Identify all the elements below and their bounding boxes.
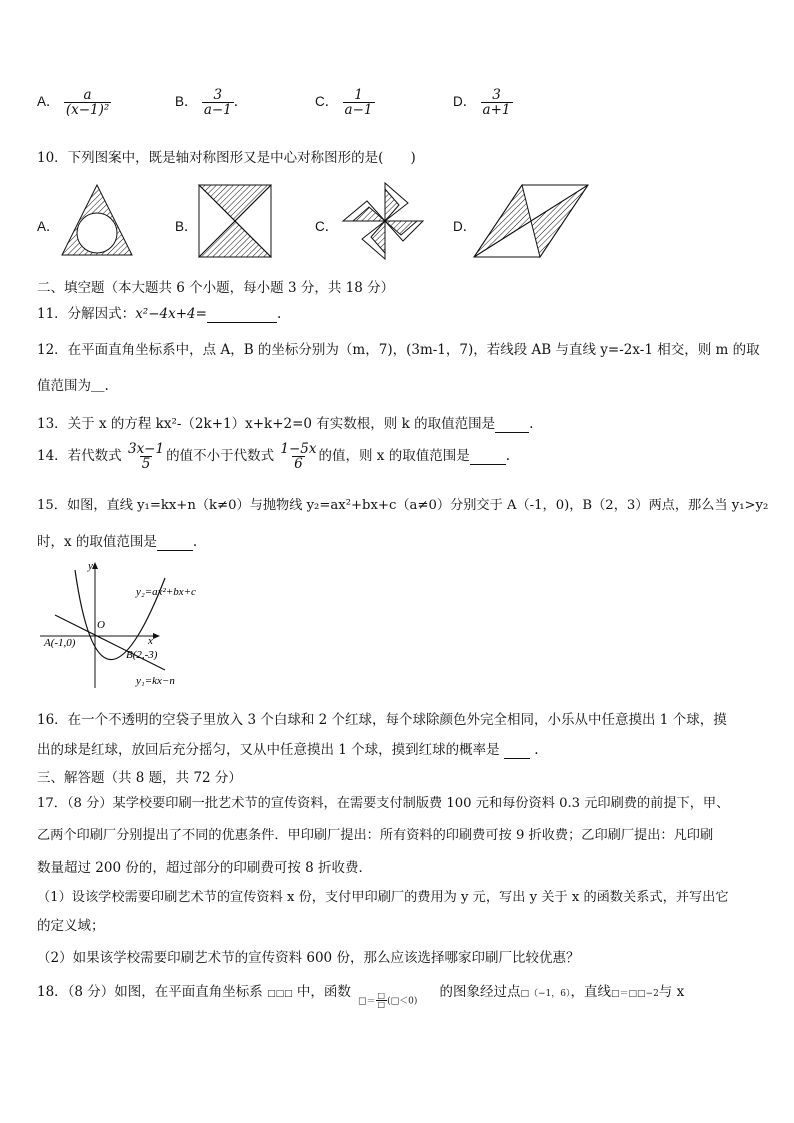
figure-d-parallelogram [474, 185, 588, 257]
fraction: $\frac{3}{a-1}$ [203, 87, 232, 119]
q10-label-c: C． [315, 219, 339, 234]
figure-a-triangle-circle [62, 185, 132, 255]
formula-placeholder: □（−1，6） [520, 989, 571, 999]
q10-label-b: B． [175, 219, 198, 234]
question-17-line1: 17．（8 分）某学校要印刷一批艺术节的宣传资料，在需要支付制版费 100 元和每份资料 0.3 元印刷费的前提下，甲、 [37, 796, 730, 811]
point-b-label: B(2,-3) [126, 649, 158, 661]
q10-label-a: A． [37, 219, 60, 234]
point-a-label: A(-1,0) [44, 637, 76, 649]
question-11: 11．分解因式：x²−4x+4= . [37, 306, 282, 322]
q9-option-a: A． $\frac{a}{\text{(x−1)²}}$ [37, 87, 110, 119]
formula-placeholder: □□□ [267, 989, 293, 999]
fraction: $\frac{1}{a-1}$ [344, 87, 373, 119]
question-17-part1-line1: （1）设该学校需要印刷艺术节的宣传资料 x 份，支付甲印刷厂的费用为 y 元，写出 y 关于 x 的函数关系式，并写出它 [37, 890, 729, 905]
q10-label-d: D． [453, 219, 477, 234]
y-axis-label: y [88, 560, 93, 572]
fraction: $\frac{1-5x}{6}$ [280, 441, 317, 473]
section-title-solve: 三、解答题（共 8 题，共 72 分） [37, 770, 242, 786]
answer-blank [157, 534, 193, 551]
q9-option-c: C． $\frac{1}{a-1}$ [315, 87, 373, 119]
fraction: $\frac{□}{□}$ [377, 991, 386, 1010]
question-17-part2: （2）如果该学校需要印刷艺术节的宣传资料 600 份，那么应该选择哪家印刷厂比较优惠？ [37, 950, 580, 966]
question-17-line3: 数量超过 200 份的，超过部分的印刷费可按 8 折收费． [37, 860, 373, 876]
question-13: 13．关于 x 的方程 kx²-（2k+1）x+k+2=0 有实数根，则 k 的取值范围是 . [37, 416, 534, 432]
line-label: y₁=kx−n [136, 675, 175, 687]
answer-blank [495, 416, 529, 433]
question-14: 14．若代数式 $\frac{3x-1}{5}$ 的值不小于代数式 $\frac{1-5x}{6}$ 的值，则 x 的取值范围是 . [37, 441, 510, 473]
origin-label: O [97, 619, 105, 631]
x-axis-label: x [148, 635, 153, 647]
question-12-line1: 12．在平面直角坐标系中，点 A，B 的坐标分别为（m，7)，(3m-1，7)，若线段 AB 与直线 y=-2x-1 相交，则 m 的取 [37, 342, 760, 358]
answer-blank [470, 448, 506, 465]
x-axis-arrow [153, 633, 160, 639]
question-16-line2: 出的球是红球，放回后充分摇匀，又从中任意摸出 1 个球，摸到红球的概率是 . [37, 742, 539, 758]
answer-blank [207, 306, 277, 323]
fraction: $\frac{3}{a+1}$ [482, 87, 511, 119]
question-15-line2: 时，x 的取值范围是 . [37, 534, 198, 550]
formula-placeholder: □＝□□−2 [611, 989, 659, 999]
q9-option-b: B． $\frac{3}{a-1}$ . [175, 87, 239, 119]
answer-blank [504, 742, 530, 759]
fraction: $\frac{3x-1}{5}$ [127, 441, 165, 473]
q10-figures [0, 175, 794, 270]
q15-graph [40, 560, 230, 690]
question-12-line2: 值范围为＿. [37, 378, 109, 394]
section-title-fill-blank: 二、填空题（本大题共 6 个小题，每小题 3 分，共 18 分） [37, 280, 395, 296]
question-17-line2: 乙两个印刷厂分别提出了不同的优惠条件．甲印刷厂提出：所有资料的印刷费可按 9 折收费；乙印刷厂提出：凡印刷 [37, 828, 714, 843]
fraction: $\frac{a}{\text{(x−1)²}}$ [65, 87, 110, 119]
question-17-part1-line2: 的定义域； [37, 918, 105, 934]
q9-option-d: D． $\frac{3}{a+1}$ [453, 87, 511, 119]
question-16-line1: 16．在一个不透明的空袋子里放入 3 个白球和 2 个红球，每个球除颜色外完全相同，小乐从中任意摸出 1 个球，摸 [37, 712, 727, 728]
question-18: 18．（8 分）如图，在平面直角坐标系 □□□ 中，函数 的图象经过点□（−1，6），直线□＝□□−2与 x [37, 984, 685, 1000]
function-formula: □＝ $\frac{□}{□}$ (□＜0) [358, 991, 418, 1010]
parabola-label: y₂=ax²+bx+c [136, 586, 196, 598]
figure-b-square [199, 185, 271, 257]
figure-c-pinwheel [343, 183, 423, 259]
q10-stem: 10．下列图案中，既是轴对称图形又是中心对称图形的是( ) [37, 150, 416, 166]
y-axis-arrow [92, 562, 98, 569]
question-15-line1: 15．如图，直线 y₁=kx+n（k≠0）与抛物线 y₂=ax²+bx+c（a≠0）分别交于 A（-1，0)，B（2，3）两点，那么当 y₁>y₂ [37, 498, 769, 513]
